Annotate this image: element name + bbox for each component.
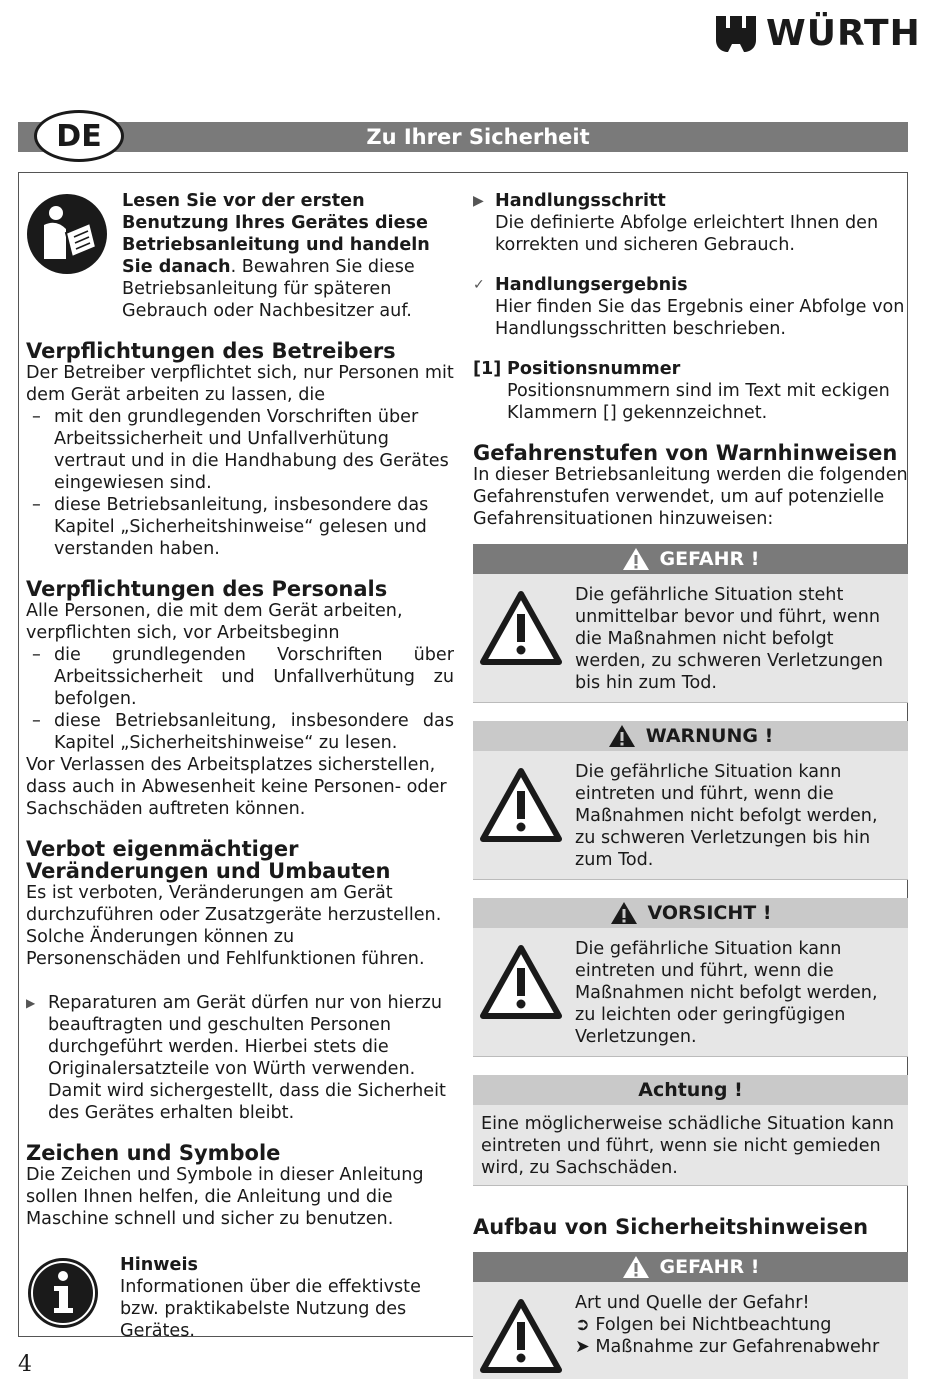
- levels-text: In dieser Betriebsanleitung werden die folgenden Gefahrenstufen verwendet, um auf potenzielle Gefahrensituationen hinzuweisen:: [473, 465, 908, 529]
- language-badge: [34, 110, 124, 162]
- warning-triangle-icon: [479, 767, 563, 843]
- list-item: – die grundlegenden Vorschriften über Arbeitssicherheit und Unfallverhütung zu befolgen.: [26, 644, 454, 710]
- left-column: [26, 190, 454, 1342]
- repair-step-text: Reparaturen am Gerät dürfen nur von hierzu beauftragten und geschulten Personen durchgeführt werden. Hierbei stets die Originalersatzteile von Würth verwenden. Damit wird sichergestellt, dass die Sicherheit des Gerätes erhalten bleibt.: [48, 993, 446, 1123]
- hint-block: [26, 1254, 454, 1342]
- warning-triangle-icon: [610, 901, 638, 925]
- structure-line-measure: [575, 1336, 902, 1358]
- warning-triangle-icon: [622, 1255, 650, 1279]
- result-text: Hier finden Sie das Ergebnis einer Abfolge von Handlungsschritten beschrieben.: [495, 297, 905, 339]
- structure-label: GEFAHR !: [659, 1256, 760, 1278]
- wuerth-logo-mark-icon: [716, 14, 756, 54]
- attention-box: [473, 1075, 908, 1186]
- measure-text: Maßnahme zur Gefahrenabwehr: [595, 1337, 880, 1357]
- step-arrow-icon: ▶: [473, 193, 484, 209]
- intro-text: [122, 190, 454, 322]
- structure-box: [473, 1252, 908, 1379]
- intro-block: [26, 190, 454, 322]
- operator-list: [26, 406, 454, 560]
- warning-triangle-icon: [479, 944, 563, 1020]
- read-manual-icon: [26, 193, 108, 275]
- section-title-symbols: Zeichen und Symbole: [26, 1141, 281, 1165]
- warning-box-body: [473, 751, 908, 880]
- position-mark: [1]: [473, 359, 502, 379]
- attention-box-header: [473, 1075, 908, 1105]
- structure-line-consequence: [575, 1314, 902, 1336]
- intro-rest: . Bewahren Sie diese Betriebsanleitung für späteren Gebrauch oder Nachbesitzer auf.: [122, 257, 415, 321]
- attention-text: Eine möglicherweise schädliche Situation kann eintreten und führt, wenn sie nicht gemieden wird, zu Sachschäden.: [481, 1114, 895, 1178]
- personnel-list: [26, 644, 454, 754]
- position-title: Positionsnummer: [507, 359, 681, 379]
- modifications-text: Es ist verboten, Veränderungen am Gerät durchzuführen oder Zusatzgeräte herzustellen. Solche Änderungen können zu Personenschäden und Fehlfunktionen führen.: [26, 883, 442, 969]
- list-item: – mit den grundlegenden Vorschriften über Arbeitssicherheit und Unfallverhütung vertraut und in die Handhabung des Gerätes eingewiesen sind.: [26, 406, 454, 494]
- warning-label: WARNUNG !: [645, 725, 774, 747]
- attention-label: Achtung !: [638, 1079, 743, 1101]
- position-text: Positionsnummern sind im Text mit eckigen Klammern [] gekennzeichnet.: [507, 381, 890, 423]
- warning-text: Die gefährliche Situation steht unmittelbar bevor und führt, wenn die Maßnahmen nicht befolgt werden, zu schweren Verletzungen bis hin zum Tod.: [575, 585, 884, 693]
- hint-content: [120, 1254, 454, 1342]
- attention-box-body: [473, 1105, 908, 1186]
- personnel-text-2: Vor Verlassen des Arbeitsplatzes sicherstellen, dass auch in Abwesenheit keine Personen- oder Sachschäden auftreten können.: [26, 755, 447, 819]
- structure-box-header: [473, 1252, 908, 1282]
- structure-box-body: [473, 1282, 908, 1379]
- warning-box-header: [473, 544, 908, 574]
- section-title-levels: Gefahrenstufen von Warnhinweisen: [473, 441, 898, 465]
- warning-box-body: [473, 574, 908, 703]
- info-icon: [26, 1256, 100, 1330]
- section-title-modifications: Verbot eigenmächtiger Veränderungen und Umbauten: [26, 837, 391, 883]
- warning-box-warning: [473, 721, 908, 880]
- consequence-text: Folgen bei Nichtbeachtung: [595, 1315, 832, 1335]
- operator-text: Der Betreiber verpflichtet sich, nur Personen mit dem Gerät arbeiten zu lassen, die: [26, 363, 454, 405]
- warning-triangle-icon: [608, 724, 636, 748]
- consequence-arrow-icon: ➲: [575, 1315, 596, 1335]
- warning-triangle-icon: [479, 590, 563, 666]
- step-title: Handlungsschritt: [495, 191, 666, 211]
- hint-title: Hinweis: [120, 1255, 198, 1275]
- section-title-structure: Aufbau von Sicherheitshinweisen: [473, 1215, 869, 1239]
- warning-box-caution: [473, 898, 908, 1057]
- step-text: Die definierte Abfolge erleichtert Ihnen den korrekten und sicheren Gebrauch.: [495, 213, 879, 255]
- personnel-text: Alle Personen, die mit dem Gerät arbeiten, verpflichten sich, vor Arbeitsbeginn: [26, 601, 403, 643]
- symbol-step: [473, 190, 908, 256]
- symbol-result: [473, 274, 908, 340]
- structure-text: [573, 1292, 902, 1374]
- warning-box-header: [473, 898, 908, 928]
- right-column: [473, 190, 908, 1379]
- warning-text: Die gefährliche Situation kann eintreten und führt, wenn die Maßnahmen nicht befolgt werden, zu leichten oder geringfügigen Verletzungen.: [575, 939, 878, 1047]
- warning-label: GEFAHR !: [659, 548, 760, 570]
- wuerth-logo: [716, 14, 921, 54]
- result-title: Handlungsergebnis: [495, 275, 688, 295]
- repair-step: [26, 992, 454, 1124]
- intro-bold: Lesen Sie vor der ersten Benutzung Ihres Gerätes diese Betriebsanleitung und handeln Sie danach: [122, 191, 430, 277]
- warning-triangle-icon: [622, 547, 650, 571]
- section-header: [18, 122, 908, 152]
- list-item: – diese Betriebsanleitung, insbesondere das Kapitel „Sicherheitshinweise“ gelesen und verstanden haben.: [26, 494, 454, 560]
- warning-box-danger: [473, 544, 908, 703]
- warning-text: Die gefährliche Situation kann eintreten und führt, wenn die Maßnahmen nicht befolgt werden, zu schweren Verletzungen bis hin zum Tod.: [575, 762, 878, 870]
- warning-triangle-icon: [479, 1298, 563, 1374]
- page-title: Zu Ihrer Sicherheit: [366, 125, 590, 149]
- warning-box-body: [473, 928, 908, 1057]
- warning-box-header: [473, 721, 908, 751]
- structure-line-source: Art und Quelle der Gefahr!: [575, 1293, 810, 1313]
- language-code: DE: [56, 118, 102, 154]
- symbol-position: [473, 358, 908, 424]
- measure-arrow-icon: ➤: [575, 1337, 596, 1357]
- section-title-operator: Verpflichtungen des Betreibers: [26, 339, 396, 363]
- step-arrow-icon: ▶: [26, 996, 36, 1010]
- hint-text: Informationen über die effektivste bzw. praktikabelste Nutzung des Gerätes.: [120, 1277, 421, 1341]
- checkmark-icon: ✓: [473, 277, 485, 293]
- section-title-personnel: Verpflichtungen des Personals: [26, 577, 388, 601]
- list-item: – diese Betriebsanleitung, insbesondere das Kapitel „Sicherheitshinweise“ zu lesen.: [26, 710, 454, 754]
- symbols-text: Die Zeichen und Symbole in dieser Anleitung sollen Ihnen helfen, die Anleitung und die Maschine schnell und sicher zu benutzen.: [26, 1165, 424, 1229]
- brand-name: WÜRTH: [766, 13, 921, 54]
- warning-label: VORSICHT !: [647, 902, 772, 924]
- page-number: 4: [18, 1352, 32, 1377]
